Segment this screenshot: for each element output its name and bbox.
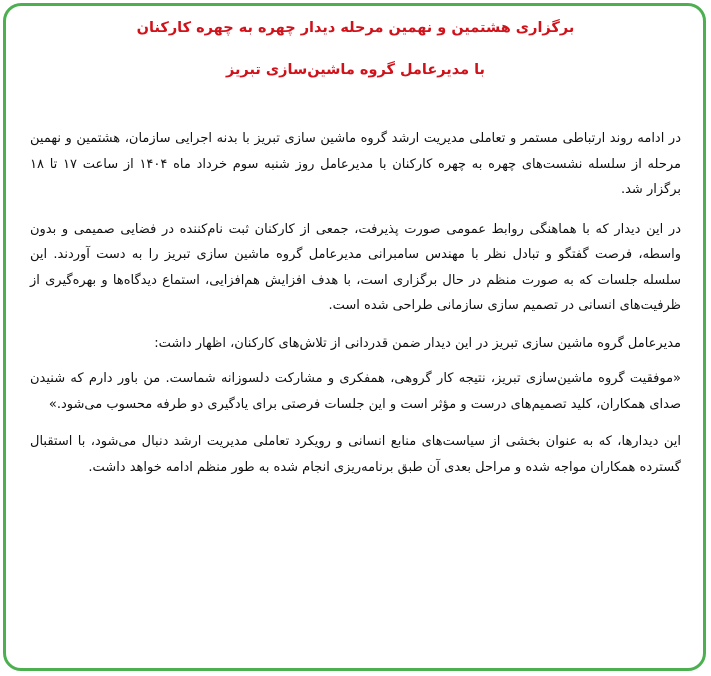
article-title-line-2: با مدیرعامل گروه ماشین‌سازی تبریز: [225, 62, 486, 78]
paragraph-intro: در ادامه روند ارتباطی مستمر و تعاملی مدیریت ارشد گروه ماشین سازی تبریز با بدنه اجرایی سازمان، هشتمین و نهمین مرحله از سلسله نشست‌های چهره به چهره کارکنان با مدیرعامل روز شنبه سوم خرداد ماه ۱۴۰۴ از ساعت ۱۷ تا ۱۸ برگزار شد.: [30, 131, 681, 197]
paragraph-ceo-quote: «موفقیت گروه ماشین‌سازی تبریز، نتیجه کار گروهی، همفکری و مشارکت دلسوزانه شماست. من باور دارم که شنیدن صدای همکاران، کلید تصمیم‌های درست و مؤثر است و این جلسات فرصتی برای یادگیری دو طرفه محسوب می‌شود.»: [30, 371, 681, 412]
paragraph-ceo-statement-intro: مدیرعامل گروه ماشین سازی تبریز در این دیدار ضمن قدردانی از تلاش‌های کارکنان، اظهار داشت:: [154, 335, 681, 351]
paragraph-conclusion: این دیدارها، که به عنوان بخشی از سیاست‌های منابع انسانی و رویکرد تعاملی مدیریت ارشد دنبال می‌شود، با استقبال گسترده همکاران مواجه شده و مراحل بعدی آن طبق برنامه‌ریزی انجام شده به طور منظم ادامه خواهد داشت.: [30, 434, 681, 475]
article-title-line-1: برگزاری هشتمین و نهمین مرحله دیدار چهره به چهره کارکنان: [136, 20, 575, 36]
article: [30, 12, 681, 480]
paragraph-meeting-details: در این دیدار که با هماهنگی روابط عمومی صورت پذیرفت، جمعی از کارکنان ثبت نام‌کننده در فضایی صمیمی و بدون واسطه، فرصت گفتگو و تبادل نظر با مهندس سامبرانی مدیرعامل گروه ماشین سازی تبریز را به دست آوردند. این سلسله جلسات که به صورت منظم در حال برگزاری است، با هدف افزایش هم‌افزایی، استماع دیدگاه‌ها و بهره‌گیری از ظرفیت‌های انسانی در تصمیم سازی سازمانی طراحی شده است.: [30, 221, 681, 313]
